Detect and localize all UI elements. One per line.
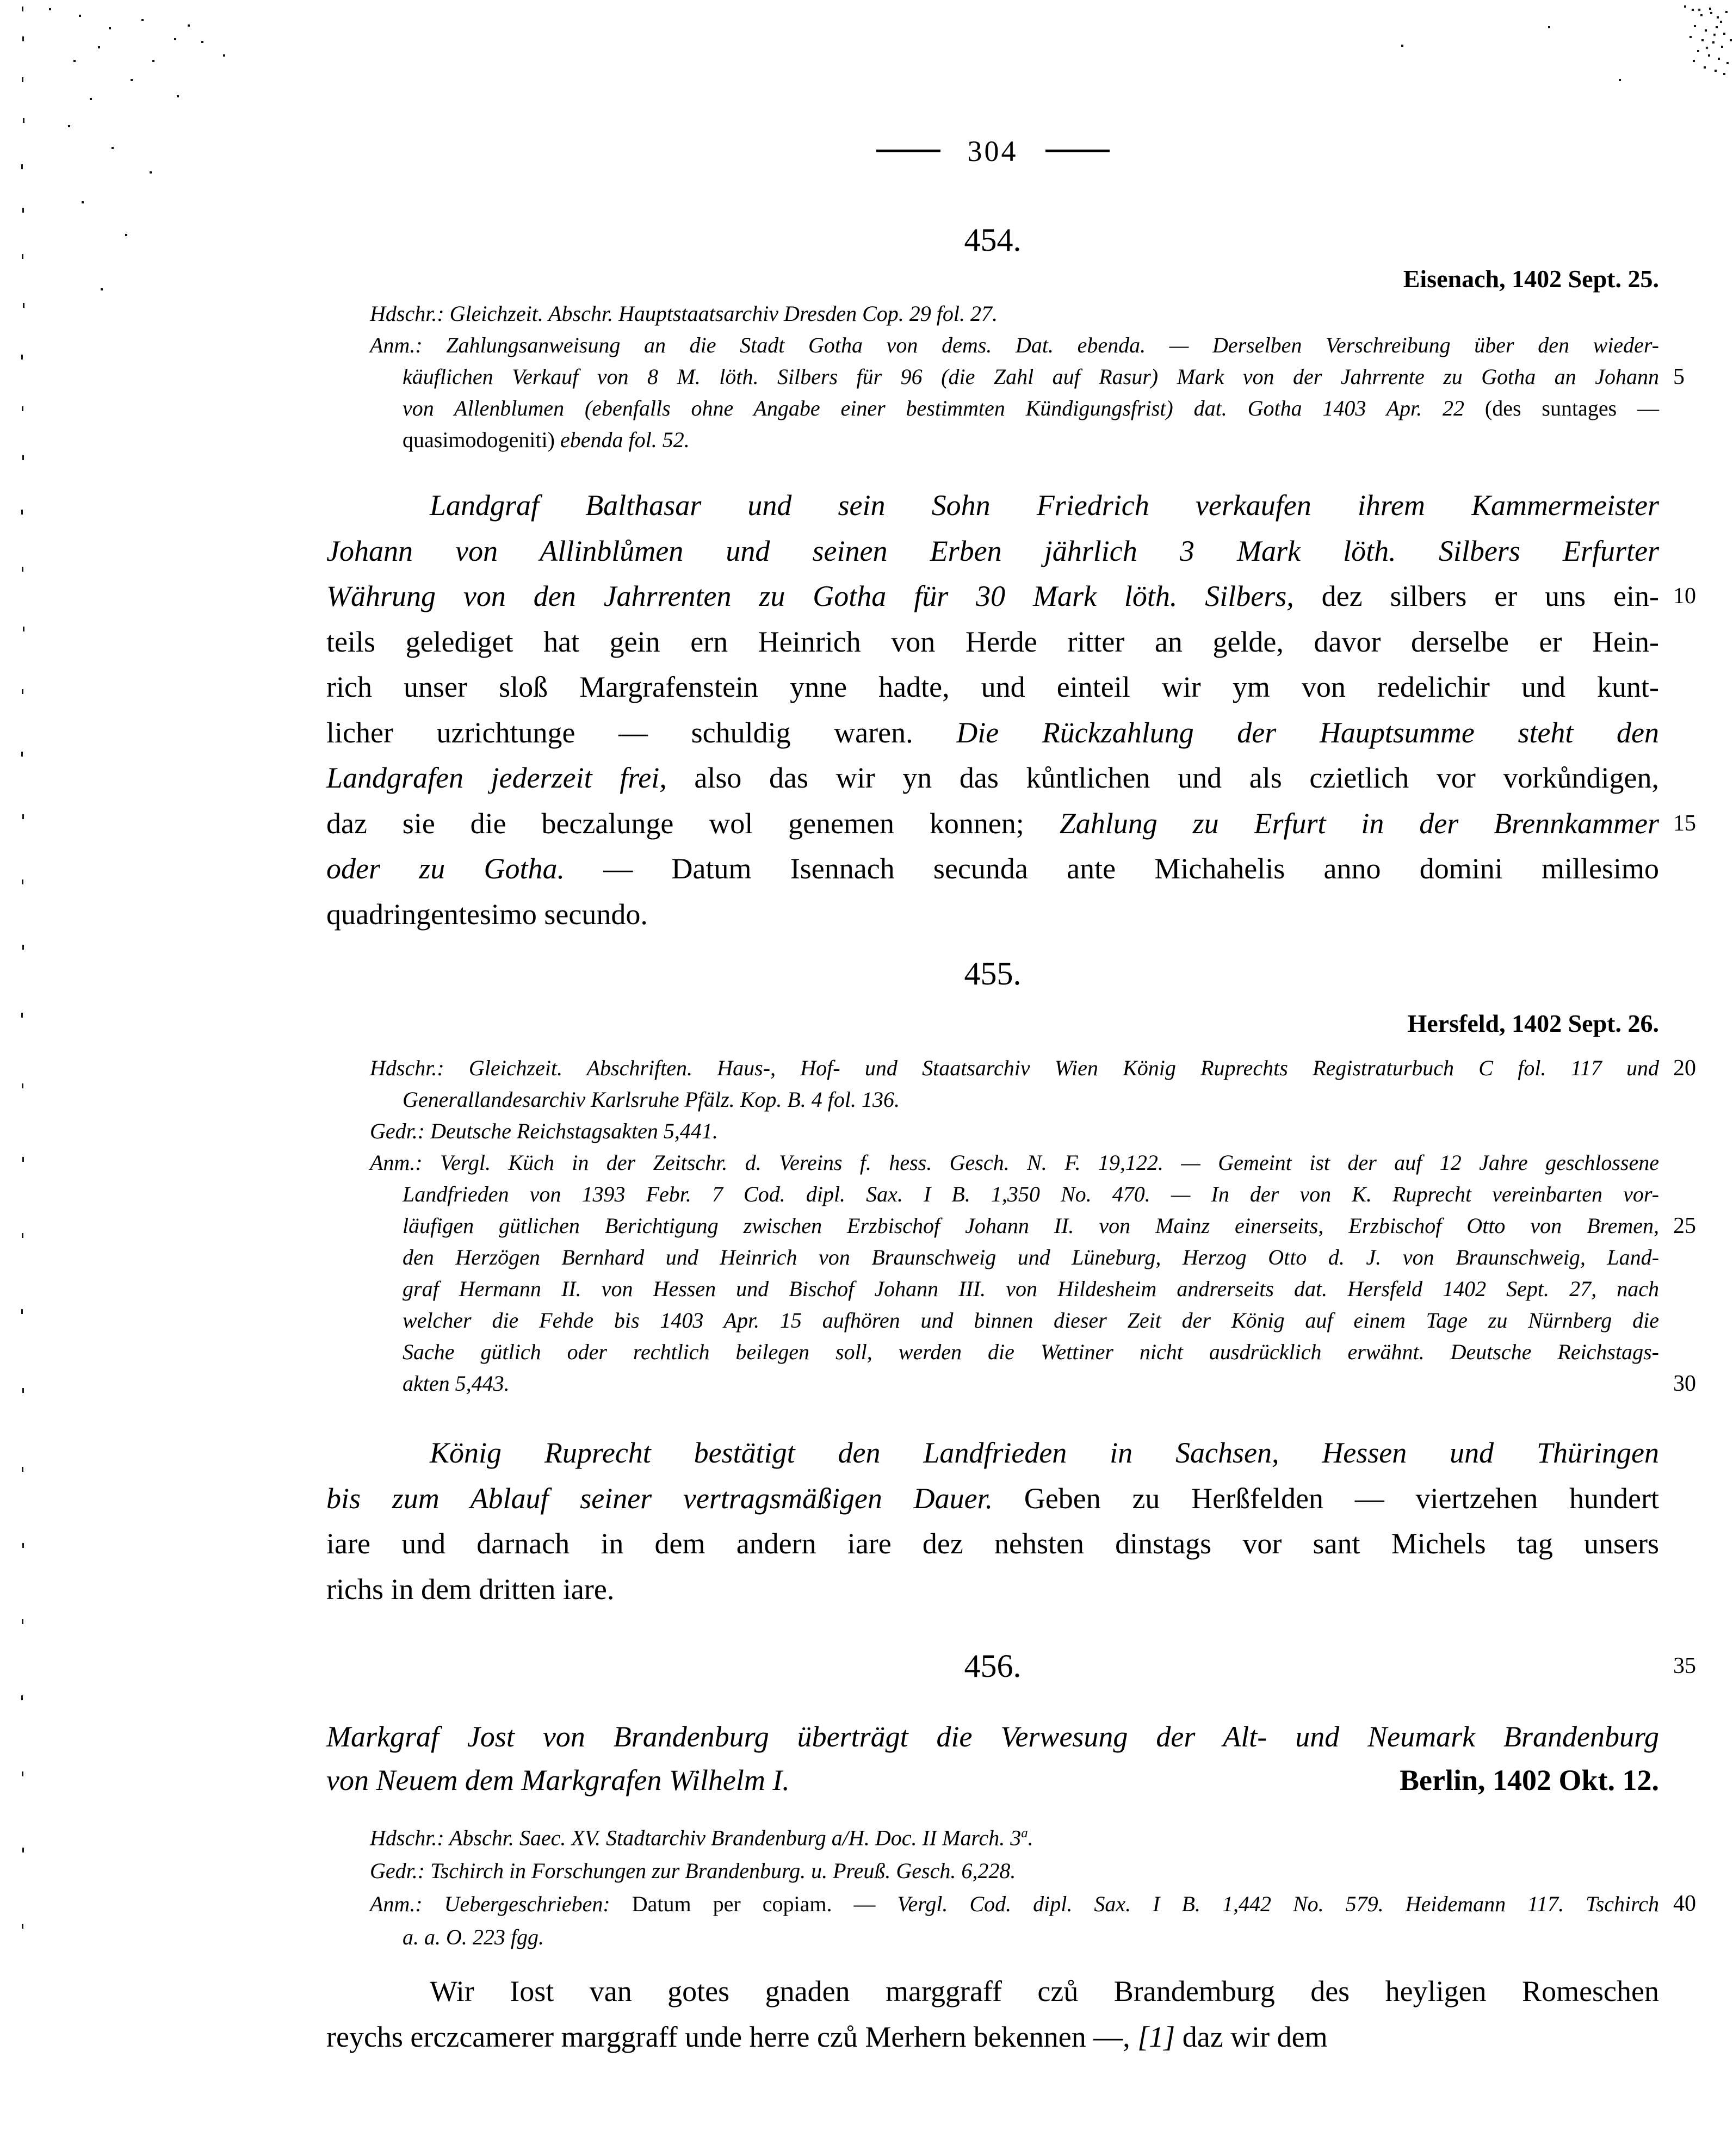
page-number-dash-left bbox=[876, 150, 940, 152]
italic-text-segment: bis zum Ablauf seiner vertragsmäßigen Dauer. bbox=[326, 1482, 993, 1515]
entry-body-text bbox=[326, 1430, 1659, 1612]
text-line bbox=[326, 1273, 1659, 1305]
text-line bbox=[326, 361, 1685, 393]
italic-text-segment: den Herzögen Bernhard und Heinrich von Braunschweig und Lüneburg, Herzog Otto d. J. von Braunschweig, Land- bbox=[403, 1245, 1659, 1269]
entry-number-heading bbox=[326, 222, 1659, 258]
italic-text-segment: oder zu Gotha. bbox=[326, 852, 604, 885]
italic-text-segment: Zahlung zu Erfurt in der Brennkammer bbox=[1059, 807, 1659, 840]
text-line bbox=[326, 529, 1659, 574]
entry-number: 455. bbox=[964, 956, 1022, 992]
italic-text-segment: Johann von Allinblůmen und seinen Erben jährlich 3 Mark löth. Silbers Erfurter bbox=[326, 534, 1659, 567]
text-line bbox=[326, 1368, 1696, 1399]
margin-line-number: 10 bbox=[1673, 584, 1696, 609]
text-segment: dez silbers er uns ein- bbox=[1293, 580, 1660, 612]
text-line bbox=[326, 298, 1659, 330]
text-line bbox=[326, 1758, 1659, 1802]
italic-text-segment: Vergl. Cod. dipl. Sax. I B. 1,442 No. 579. Heidemann 117. Tschirch bbox=[897, 1892, 1659, 1917]
text-segment: licher uzrichtunge — schuldig waren. bbox=[326, 716, 957, 749]
margin-line-number: 25 bbox=[1673, 1213, 1696, 1238]
page-number-row bbox=[326, 135, 1659, 168]
text-segment: richs in dem dritten iare. bbox=[326, 1572, 615, 1606]
italic-text-segment: Die Rückzahlung der Hauptsumme steht den bbox=[956, 716, 1660, 749]
text-line bbox=[326, 1336, 1659, 1368]
entry-number: 454. bbox=[964, 222, 1022, 258]
text-segment: daz wir dem bbox=[1175, 2020, 1328, 2053]
margin-line-number: 5 bbox=[1673, 364, 1685, 389]
text-line bbox=[326, 2015, 1659, 2060]
text-line bbox=[326, 330, 1659, 361]
text-segment: Wir Iost van gotes gnaden marggraff czů Brandemburg des heyligen Romeschen bbox=[430, 1975, 1659, 2008]
text-line bbox=[326, 1969, 1659, 2015]
italic-text-segment: ebenda fol. 52. bbox=[554, 428, 690, 452]
entry-number-heading bbox=[326, 956, 1659, 992]
margin-line-number: 30 bbox=[1673, 1371, 1696, 1396]
scan-noise-top-left bbox=[49, 8, 51, 10]
italic-text-segment: läufigen gütlichen Berichtigung zwischen Erzbischof Johann II. von Mainz einerseits, Erzbischof Otto von Bremen, bbox=[403, 1213, 1659, 1238]
text-line bbox=[326, 846, 1659, 892]
text-line bbox=[326, 1854, 1659, 1887]
italic-text-segment: Währung von den Jahrrenten zu Gotha für 30 Mark löth. Silbers, bbox=[326, 580, 1294, 612]
text-line bbox=[326, 801, 1696, 847]
entry-apparatus-notes bbox=[326, 1052, 1696, 1399]
superscript-text: a bbox=[1021, 1826, 1028, 1841]
text-line bbox=[326, 1476, 1659, 1522]
entry-number-heading bbox=[326, 1648, 1696, 1684]
text-segment: rich unser sloß Margrafenstein ynne hadte, und einteil wir ym von redelichir und kunt- bbox=[326, 671, 1659, 703]
text-line bbox=[326, 1084, 1659, 1116]
italic-text-segment: Anm.: Uebergeschrieben: bbox=[370, 1892, 632, 1917]
text-line bbox=[326, 1887, 1696, 1920]
margin-line-number: 40 bbox=[1673, 1891, 1696, 1917]
italic-text-segment: Sache gütlich oder rechtlich beilegen soll, werden die Wettiner nicht ausdrücklich erwähnt. Deutsche Reichstags- bbox=[403, 1340, 1659, 1364]
entry-number: 456. bbox=[964, 1648, 1022, 1684]
italic-text-segment: welcher die Fehde bis 1403 Apr. 15 aufhören und binnen dieser Zeit der König auf einem Tage zu Nürnberg die bbox=[403, 1308, 1659, 1333]
italic-text-segment: Markgraf Jost von Brandenburg überträgt die Verwesung der Alt- und Neumark Brandenburg bbox=[326, 1720, 1659, 1753]
entry-date: Hersfeld, 1402 Sept. 26. bbox=[1407, 1009, 1659, 1037]
italic-text-segment: Anm.: Zahlungsanweisung an die Stadt Gotha von dems. Dat. ebenda. — Derselben Verschreibung über den wieder- bbox=[370, 333, 1659, 357]
text-segment: quadringentesimo secundo. bbox=[326, 897, 648, 931]
entry-date: Berlin, 1402 Okt. 12. bbox=[1399, 1764, 1659, 1796]
text-line bbox=[326, 755, 1659, 801]
entries-container bbox=[326, 222, 1696, 2060]
entry-body-text bbox=[326, 483, 1696, 937]
text-line bbox=[326, 619, 1659, 665]
text-line bbox=[326, 1179, 1659, 1210]
text-segment: (des suntages — bbox=[1484, 396, 1659, 420]
italic-text-segment: . bbox=[1028, 1825, 1033, 1850]
text-segment: — Datum Isennach secunda ante Michahelis anno domini millesimo bbox=[603, 852, 1659, 885]
text-line bbox=[326, 574, 1696, 619]
text-line bbox=[326, 1817, 1659, 1854]
text-line bbox=[326, 892, 1659, 938]
margin-line-number: 20 bbox=[1673, 1056, 1696, 1081]
italic-text-segment: käuflichen Verkauf von 8 M. löth. Silbers für 96 (die Zahl auf Rasur) Mark von der Jahrrente zu Gotha an Johann bbox=[403, 364, 1659, 389]
entry-apparatus-notes bbox=[326, 1817, 1696, 1954]
entry-454 bbox=[326, 222, 1696, 937]
text-segment: quasimodogeniti) bbox=[403, 428, 555, 452]
italic-text-segment: Landgraf Balthasar und sein Sohn Friedrich verkaufen ihrem Kammermeister bbox=[430, 489, 1659, 522]
text-line bbox=[326, 424, 1659, 456]
italic-text-segment: Hdschr.: Gleichzeit. Abschr. Hauptstaatsarchiv Dresden Cop. 29 fol. 27. bbox=[370, 301, 998, 326]
italic-text-segment: Hdschr.: Gleichzeit. Abschriften. Haus-, Hof- und Staatsarchiv Wien König Ruprechts Registraturbuch C fol. 117 und bbox=[370, 1056, 1659, 1080]
margin-line-number: 35 bbox=[1673, 1653, 1696, 1678]
page-number-dash-right bbox=[1045, 150, 1110, 152]
text-segment: Datum per copiam. — bbox=[632, 1892, 898, 1917]
italic-text-segment: Gedr.: Tschirch in Forschungen zur Brandenburg. u. Preuß. Gesch. 6,228. bbox=[370, 1858, 1016, 1884]
text-line bbox=[326, 1210, 1696, 1242]
entry-456 bbox=[326, 1648, 1696, 2060]
italic-text-segment: graf Hermann II. von Hessen und Bischof Johann III. von Hildesheim andrerseits dat. Hersfeld 1402 Sept. 27, nach bbox=[403, 1277, 1659, 1301]
margin-line-number: 15 bbox=[1673, 810, 1696, 836]
text-line bbox=[326, 1116, 1659, 1147]
text-line bbox=[326, 393, 1659, 424]
entry-apparatus-notes bbox=[326, 298, 1685, 456]
text-line bbox=[326, 1052, 1696, 1084]
italic-text-segment: a. a. O. 223 fgg. bbox=[403, 1925, 544, 1950]
text-line bbox=[326, 1147, 1659, 1179]
italic-text-segment: akten 5,443. bbox=[403, 1371, 510, 1396]
text-line bbox=[326, 1567, 1659, 1613]
italic-text-segment: von Allenblumen (ebenfalls ohne Angabe einer bestimmten Kündigungsfrist) dat. Gotha 1403 Apr. 22 bbox=[403, 396, 1485, 420]
text-line bbox=[326, 1920, 1659, 1954]
text-line bbox=[326, 1430, 1659, 1476]
italic-text-segment: Hdschr.: Abschr. Saec. XV. Stadtarchiv Brandenburg a/H. Doc. II March. 3 bbox=[370, 1825, 1022, 1850]
text-line bbox=[326, 1715, 1659, 1758]
italic-text-segment: Gedr.: Deutsche Reichstagsakten 5,441. bbox=[370, 1119, 718, 1143]
text-line bbox=[326, 483, 1659, 529]
text-segment: teils gelediget hat gein ern Heinrich von Herde ritter an gelde, davor derselbe er Hein- bbox=[326, 625, 1659, 658]
text-line bbox=[326, 710, 1659, 756]
entry-455 bbox=[326, 956, 1696, 1612]
italic-text-segment: Landfrieden von 1393 Febr. 7 Cod. dipl. Sax. I B. 1,350 No. 470. — In der von K. Ruprecht vereinbarten vor- bbox=[403, 1182, 1659, 1206]
scan-noise-top-right bbox=[1684, 5, 1686, 8]
entry-date: Eisenach, 1402 Sept. 25. bbox=[1403, 265, 1659, 293]
text-segment: iare und darnach in dem andern iare dez nehsten dinstags vor sant Michels tag unsers bbox=[326, 1527, 1659, 1560]
italic-text-segment: von Neuem dem Markgrafen Wilhelm I. bbox=[326, 1764, 790, 1796]
text-segment: reychs erczcamerer marggraff unde herre czů Merhern bekennen —, bbox=[326, 2020, 1138, 2053]
entry-summary bbox=[326, 1715, 1659, 1802]
page-number: 304 bbox=[967, 135, 1018, 168]
italic-text-segment: Anm.: Vergl. Küch in der Zeitschr. d. Vereins f. hess. Gesch. N. F. 19,122. — Gemeint ist der auf 12 Jahre geschlossene bbox=[370, 1150, 1659, 1175]
scan-noise-left-edge bbox=[22, 7, 23, 11]
page-content bbox=[326, 0, 1696, 2060]
text-line bbox=[326, 1521, 1659, 1567]
text-segment: daz sie die beczalunge wol genemen konnen; bbox=[326, 807, 1060, 840]
italic-text-segment: Landgrafen jederzeit frei, bbox=[326, 761, 667, 794]
text-segment: also das wir yn das kůntlichen und als czietlich vor vorkůndigen, bbox=[666, 761, 1659, 794]
text-segment: Geben zu Herßfelden — viertzehen hundert bbox=[993, 1482, 1659, 1515]
italic-text-segment: Generallandesarchiv Karlsruhe Pfälz. Kop. B. 4 fol. 136. bbox=[403, 1087, 900, 1112]
italic-text-segment: [1] bbox=[1137, 2020, 1175, 2053]
text-line bbox=[326, 1305, 1659, 1336]
italic-text-segment: König Ruprecht bestätigt den Landfrieden in Sachsen, Hessen und Thüringen bbox=[430, 1436, 1659, 1469]
entry-body-text bbox=[326, 1969, 1659, 2060]
text-line bbox=[326, 665, 1659, 710]
text-line bbox=[326, 1242, 1659, 1273]
